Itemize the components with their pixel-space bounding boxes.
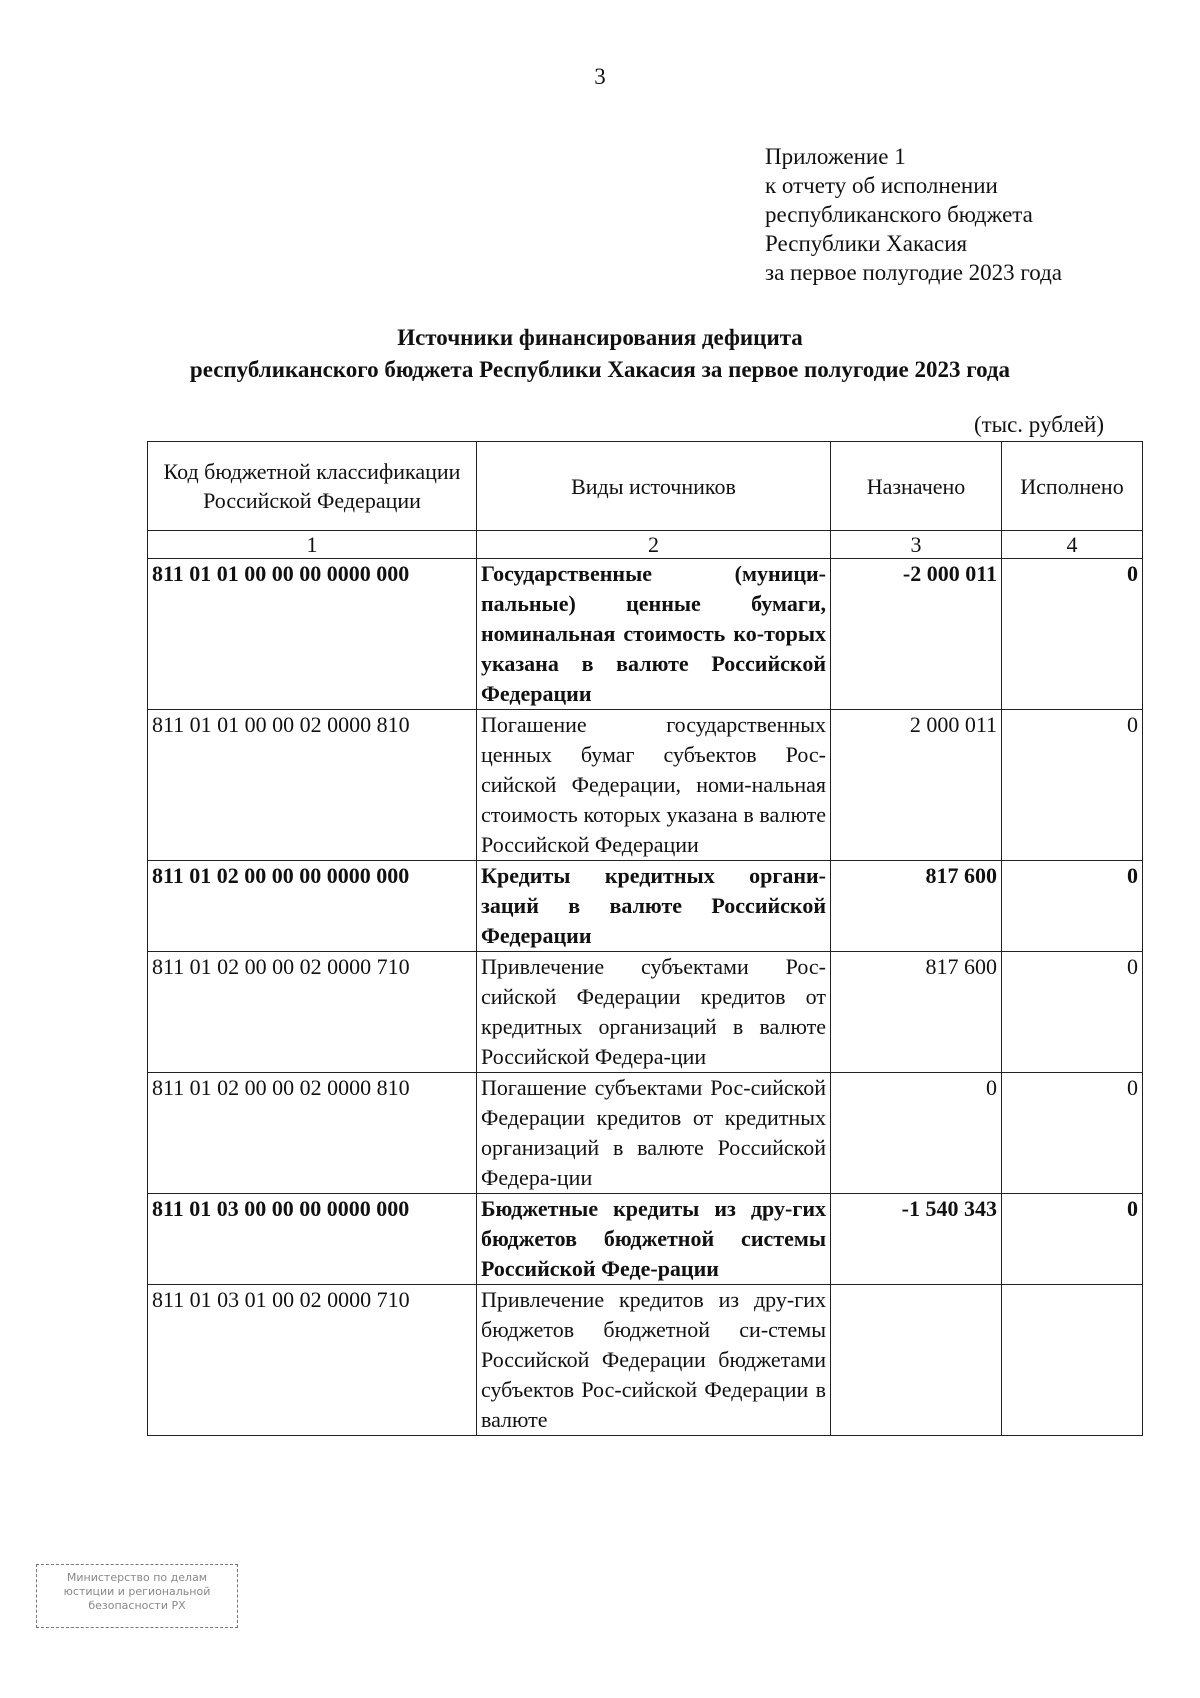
executed-cell: 0 [1002,1073,1143,1194]
appendix-note [765,142,1062,287]
planned-cell: -1 540 343 [831,1194,1002,1285]
table-row [148,710,1143,861]
planned-cell: 817 600 [831,861,1002,952]
column-number: 4 [1002,531,1143,559]
table-row [148,952,1143,1073]
stamp-line: безопасности РХ [88,1599,186,1612]
description-cell: Кредиты кредитных органи-заций в валюте Российской Федерации [477,861,831,952]
header-executed: Исполнено [1002,442,1143,531]
description-cell: Привлечение кредитов из дру-гих бюджетов бюджетной си-стемы Российской Федерации бюджетами субъектов Рос-сийской Федерации в валюте [477,1285,831,1436]
appendix-line: Приложение 1 [765,144,906,169]
planned-cell: 817 600 [831,952,1002,1073]
units-label: (тыс. рублей) [973,412,1104,437]
table-row [148,861,1143,952]
description-cell: Погашение субъектами Рос-сийской Федерации кредитов от кредитных организаций в валюте Российской Федера-ции [477,1073,831,1194]
page-number: 3 [594,64,606,89]
executed-cell: 0 [1002,559,1143,710]
appendix-line: республиканского бюджета [765,202,1033,227]
stamp-line: Министерство по делам [66,1571,208,1584]
title-line: республиканского бюджета Республики Хакасия за первое полугодие 2023 года [189,357,1011,382]
description-cell: Государственные (муници-пальные) ценные бумаги, номинальная стоимость ко-торых указана в валюте Российской Федерации [477,559,831,710]
header-code: Код бюджетной классификации Российской Федерации [148,442,477,531]
appendix-line: к отчету об исполнении [765,173,998,198]
column-number: 3 [831,531,1002,559]
column-numbers-row [148,531,1143,559]
code-cell: 811 01 01 00 00 00 0000 000 [148,559,477,710]
column-number: 2 [477,531,831,559]
planned-cell: 2 000 011 [831,710,1002,861]
executed-cell: 0 [1002,710,1143,861]
appendix-line: Республики Хакасия [765,231,968,256]
description-cell: Привлечение субъектами Рос-сийской Федерации кредитов от кредитных организаций в валюте Российской Федера-ции [477,952,831,1073]
table-row [148,1285,1143,1436]
planned-cell: -2 000 011 [831,559,1002,710]
executed-cell [1002,1285,1143,1436]
code-cell: 811 01 02 00 00 02 0000 710 [148,952,477,1073]
header-kind: Виды источников [477,442,831,531]
executed-cell: 0 [1002,861,1143,952]
executed-cell: 0 [1002,1194,1143,1285]
table-row [148,1194,1143,1285]
sources-table [147,441,1143,1436]
table-header-row [148,442,1143,531]
column-number: 1 [148,531,477,559]
planned-cell [831,1285,1002,1436]
header-planned: Назначено [831,442,1002,531]
code-cell: 811 01 03 00 00 00 0000 000 [148,1194,477,1285]
planned-cell: 0 [831,1073,1002,1194]
registration-stamp [36,1564,238,1628]
executed-cell: 0 [1002,952,1143,1073]
table-row [148,1073,1143,1194]
description-cell: Бюджетные кредиты из дру-гих бюджетов бюджетной системы Российской Феде-рации [477,1194,831,1285]
code-cell: 811 01 01 00 00 02 0000 810 [148,710,477,861]
code-cell: 811 01 03 01 00 02 0000 710 [148,1285,477,1436]
table-row [148,559,1143,710]
code-cell: 811 01 02 00 00 02 0000 810 [148,1073,477,1194]
appendix-line: за первое полугодие 2023 года [765,260,1063,285]
description-cell: Погашение государственных ценных бумаг субъектов Рос-сийской Федерации, номи-нальная стоимость которых указана в валюте Российской Федерации [477,710,831,861]
code-cell: 811 01 02 00 00 00 0000 000 [148,861,477,952]
title-line: Источники финансирования дефицита [397,325,803,350]
stamp-line: юстиции и региональной [63,1585,211,1598]
document-title [0,322,1200,386]
